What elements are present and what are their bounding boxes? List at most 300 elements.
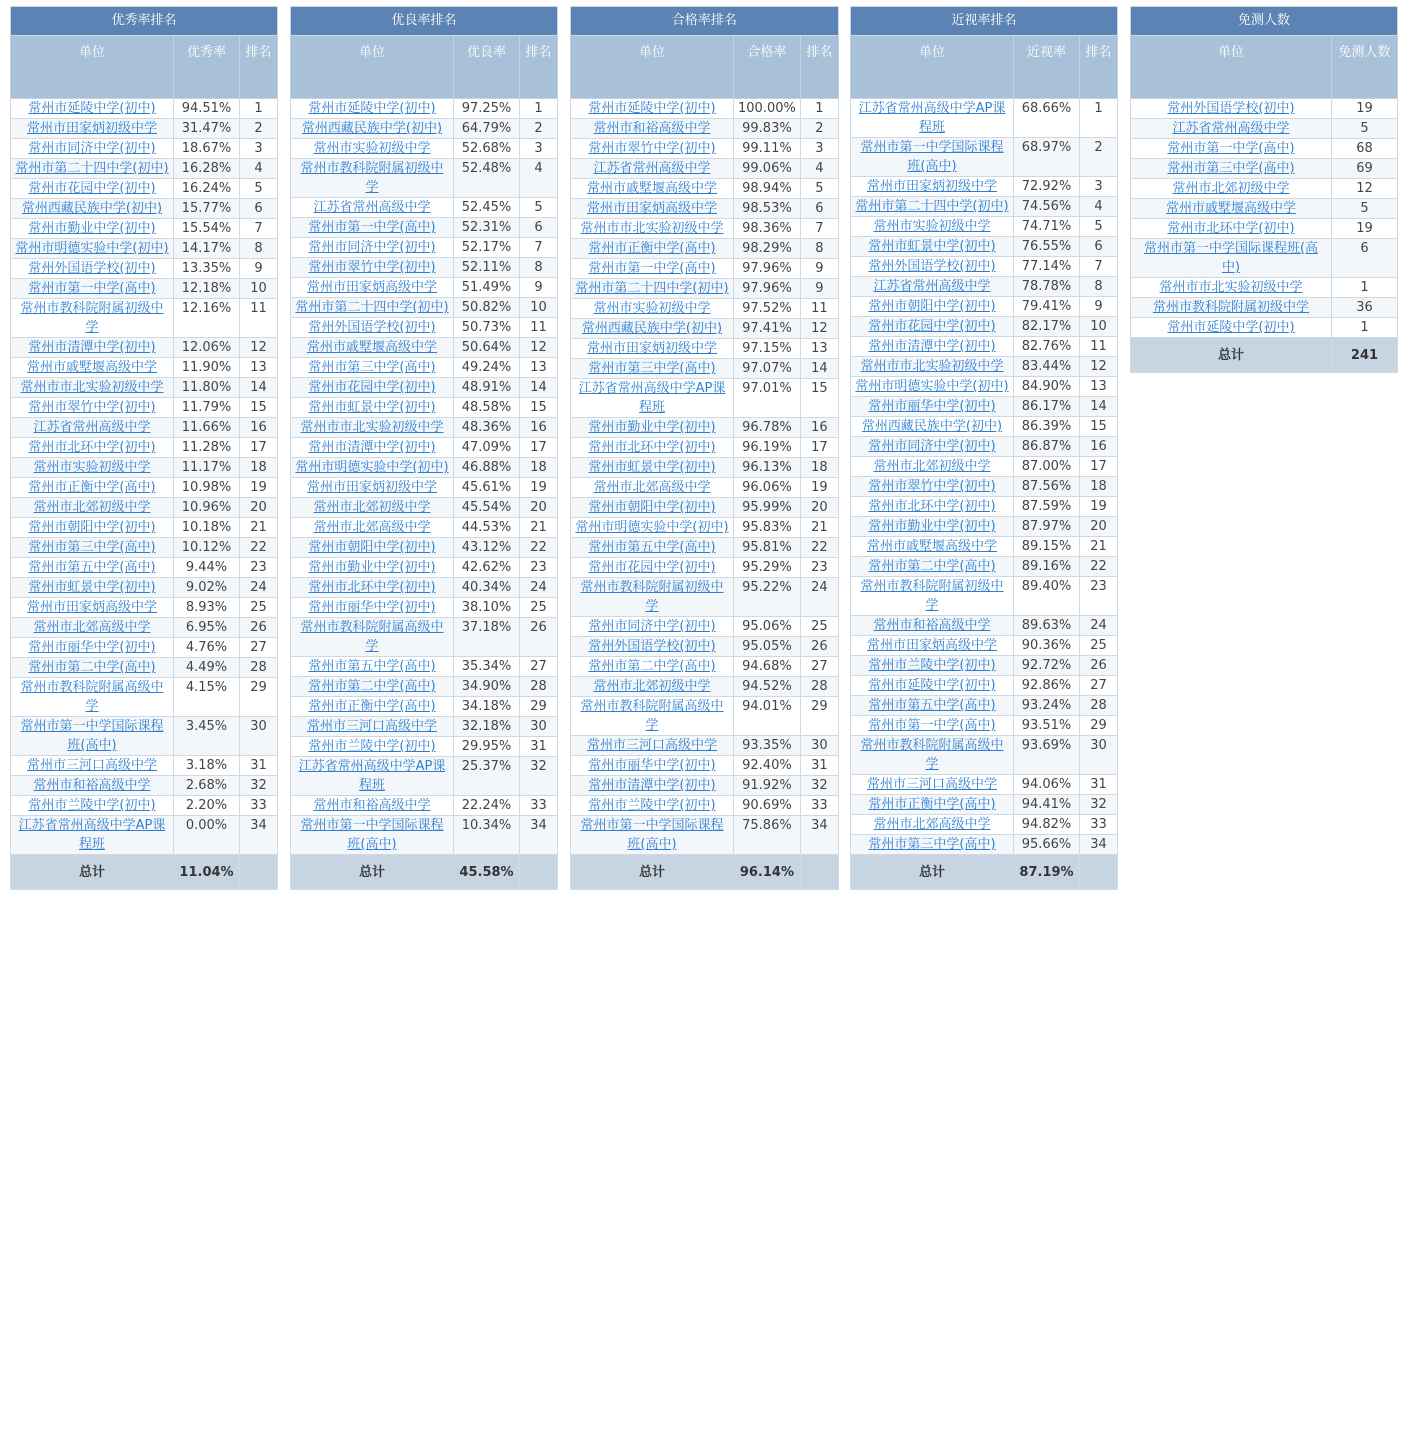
- unit-link[interactable]: 常州市延陵中学(初中): [28, 101, 156, 116]
- table-row: [1131, 298, 1398, 318]
- unit-link[interactable]: 常州市北郊高级中学: [33, 620, 151, 635]
- table-row: [851, 377, 1118, 397]
- column-header-unit: 单位: [11, 36, 174, 99]
- unit-link[interactable]: 常州市北郊初级中学: [873, 459, 991, 474]
- unit-link[interactable]: 常州市田家炳高级中学: [26, 600, 157, 615]
- rank-cell: 5: [520, 198, 558, 218]
- rate-cell: 94.51%: [174, 99, 240, 119]
- table-row: [851, 337, 1118, 357]
- rank-cell: 32: [240, 776, 278, 796]
- table-row: [11, 99, 278, 119]
- table-row: [571, 219, 839, 239]
- unit-link[interactable]: 常州市三河口高级中学: [306, 719, 437, 734]
- rate-cell: 29.95%: [454, 737, 520, 757]
- rate-cell: 99.83%: [734, 119, 801, 139]
- table-row: [571, 99, 839, 119]
- unit-link[interactable]: 常州市北郊初级中学: [1172, 181, 1290, 196]
- ranking-panel-myopia: [850, 6, 1118, 890]
- unit-link[interactable]: 常州市明德实验中学(初中): [575, 520, 729, 535]
- unit-link[interactable]: 常州市第三中学(高中): [1167, 161, 1295, 176]
- unit-link[interactable]: 常州市朝阳中学(初中): [308, 540, 436, 555]
- unit-link[interactable]: 常州市第二十四中学(初中): [575, 281, 729, 296]
- table-row: [291, 378, 558, 398]
- table-row: [11, 458, 278, 478]
- unit-cell: [851, 99, 1014, 138]
- unit-link[interactable]: 常州市第一中学国际课程班(高中): [860, 140, 1004, 174]
- rate-cell: 34.90%: [454, 677, 520, 697]
- rank-cell: 25: [520, 598, 558, 618]
- unit-cell: [1131, 199, 1332, 219]
- rank-cell: 9: [800, 259, 838, 279]
- unit-link[interactable]: 江苏省常州高级中学: [593, 161, 711, 176]
- rank-cell: 1: [800, 99, 838, 119]
- unit-link[interactable]: 常州市北环中学(初中): [308, 580, 436, 595]
- unit-cell: [11, 776, 174, 796]
- unit-link[interactable]: 常州市翠竹中学(初中): [588, 141, 716, 156]
- unit-link[interactable]: 常州市戚墅堰高级中学: [866, 539, 997, 554]
- rank-cell: 11: [240, 299, 278, 338]
- unit-link[interactable]: 常州市清潭中学(初中): [868, 339, 996, 354]
- unit-link[interactable]: 常州市丽华中学(初中): [868, 399, 996, 414]
- unit-link[interactable]: 常州市花园中学(初中): [28, 181, 156, 196]
- table-row: [851, 217, 1118, 237]
- unit-link[interactable]: 常州市延陵中学(初中): [308, 101, 436, 116]
- unit-cell: [11, 199, 174, 219]
- unit-link[interactable]: 常州市北环中学(初中): [868, 499, 996, 514]
- unit-link[interactable]: 常州市同济中学(初中): [28, 141, 156, 156]
- unit-link[interactable]: 常州市教科院附属高级中学: [580, 699, 724, 733]
- table-row: [291, 238, 558, 258]
- unit-link[interactable]: 常州市第二中学(高中): [868, 559, 996, 574]
- unit-link[interactable]: 常州市勤业中学(初中): [308, 560, 436, 575]
- unit-cell: [291, 518, 454, 538]
- rate-cell: 38.10%: [454, 598, 520, 618]
- rank-cell: 13: [240, 358, 278, 378]
- rate-cell: 11.80%: [174, 378, 240, 398]
- table-row: [11, 558, 278, 578]
- unit-link[interactable]: 常州市实验初级中学: [313, 141, 431, 156]
- unit-link[interactable]: 常州市北环中学(初中): [28, 440, 156, 455]
- table-row: [11, 816, 278, 855]
- table-row: [571, 119, 839, 139]
- unit-cell: [851, 257, 1014, 277]
- rate-cell: 12.18%: [174, 279, 240, 299]
- unit-link[interactable]: 常州市第一中学国际课程班(高中): [580, 818, 724, 852]
- rate-cell: 97.25%: [454, 99, 520, 119]
- rate-cell: 95.66%: [1014, 835, 1080, 855]
- rate-cell: 89.15%: [1014, 537, 1080, 557]
- rank-cell: 26: [240, 618, 278, 638]
- table-row: [851, 676, 1118, 696]
- unit-cell: [11, 678, 174, 717]
- unit-cell: [11, 618, 174, 638]
- unit-cell: [571, 99, 734, 119]
- unit-link[interactable]: 常州外国语学校(初中): [868, 259, 996, 274]
- unit-link[interactable]: 常州市戚墅堰高级中学: [1165, 201, 1296, 216]
- table-row: [11, 658, 278, 678]
- unit-link[interactable]: 常州西藏民族中学(初中): [581, 321, 723, 336]
- unit-link[interactable]: 常州市翠竹中学(初中): [28, 400, 156, 415]
- unit-link[interactable]: 常州市实验初级中学: [593, 301, 711, 316]
- rank-cell: 20: [520, 498, 558, 518]
- unit-link[interactable]: 常州市第五中学(高中): [28, 560, 156, 575]
- unit-link[interactable]: 常州市正衡中学(高中): [588, 241, 716, 256]
- unit-link[interactable]: 常州市三河口高级中学: [586, 738, 717, 753]
- unit-cell: [11, 598, 174, 618]
- table-row: [851, 317, 1118, 337]
- rank-cell: 7: [240, 219, 278, 239]
- unit-link[interactable]: 常州市翠竹中学(初中): [868, 479, 996, 494]
- rate-cell: 4.49%: [174, 658, 240, 678]
- unit-link[interactable]: 常州市教科院附属高级中学: [300, 620, 444, 654]
- unit-link[interactable]: 常州市北郊高级中学: [593, 480, 711, 495]
- unit-link[interactable]: 常州市明德实验中学(初中): [295, 460, 449, 475]
- unit-link[interactable]: 常州市第一中学国际课程班(高中): [20, 719, 164, 753]
- unit-link[interactable]: 常州市清潭中学(初中): [308, 440, 436, 455]
- rate-cell: 82.17%: [1014, 317, 1080, 337]
- unit-link[interactable]: 江苏省常州高级中学: [313, 200, 431, 215]
- unit-cell: [11, 279, 174, 299]
- unit-link[interactable]: 常州市北郊初级中学: [593, 679, 711, 694]
- unit-cell: [291, 99, 454, 119]
- unit-link[interactable]: 常州市延陵中学(初中): [868, 678, 996, 693]
- unit-link[interactable]: 常州市和裕高级中学: [313, 798, 431, 813]
- unit-link[interactable]: 江苏省常州高级中学AP课程班: [18, 818, 166, 852]
- unit-link[interactable]: 常州市第一中学(高中): [1167, 141, 1295, 156]
- unit-link[interactable]: 常州外国语学校(初中): [308, 320, 436, 335]
- unit-link[interactable]: 常州市第二十四中学(初中): [295, 300, 449, 315]
- unit-link[interactable]: 常州市丽华中学(初中): [308, 600, 436, 615]
- rate-cell: 11.28%: [174, 438, 240, 458]
- unit-link[interactable]: 常州市第一中学(高中): [588, 261, 716, 276]
- unit-link[interactable]: 常州市田家炳初级中学: [586, 341, 717, 356]
- rank-cell: 28: [520, 677, 558, 697]
- table-row: [851, 417, 1118, 437]
- unit-link[interactable]: 常州市教科院附属初级中学: [860, 579, 1004, 613]
- unit-link[interactable]: 常州市第一中学(高中): [868, 718, 996, 733]
- unit-link[interactable]: 常州市朝阳中学(初中): [28, 520, 156, 535]
- unit-link[interactable]: 江苏省常州高级中学: [33, 420, 151, 435]
- unit-link[interactable]: 常州市田家炳初级中学: [866, 179, 997, 194]
- unit-link[interactable]: 常州市清潭中学(初中): [588, 778, 716, 793]
- unit-cell: [11, 558, 174, 578]
- unit-link[interactable]: 常州市和裕高级中学: [873, 618, 991, 633]
- unit-link[interactable]: 常州市教科院附属初级中学: [300, 161, 444, 195]
- unit-link[interactable]: 常州市第一中学(高中): [308, 220, 436, 235]
- table-row: [11, 358, 278, 378]
- unit-cell: [291, 398, 454, 418]
- unit-link[interactable]: 常州市第五中学(高中): [308, 659, 436, 674]
- unit-link[interactable]: 常州市和裕高级中学: [593, 121, 711, 136]
- rank-cell: 33: [520, 796, 558, 816]
- unit-link[interactable]: 常州市市北实验初级中学: [860, 359, 1004, 374]
- unit-link[interactable]: 常州市教科院附属初级中学: [1152, 300, 1309, 315]
- table-row: [571, 776, 839, 796]
- table-row: [851, 457, 1118, 477]
- unit-link[interactable]: 常州市第五中学(高中): [868, 698, 996, 713]
- count-cell: 36: [1332, 298, 1398, 318]
- unit-link[interactable]: 常州市第三中学(高中): [868, 837, 996, 852]
- unit-link[interactable]: 常州市戚墅堰高级中学: [586, 181, 717, 196]
- rate-cell: 6.95%: [174, 618, 240, 638]
- unit-link[interactable]: 常州市兰陵中学(初中): [868, 658, 996, 673]
- unit-link[interactable]: 常州市正衡中学(高中): [868, 797, 996, 812]
- unit-link[interactable]: 常州市第一中学(高中): [28, 281, 156, 296]
- unit-link[interactable]: 常州市教科院附属初级中学: [580, 580, 724, 614]
- rate-cell: 95.06%: [734, 617, 801, 637]
- ranking-table: [10, 6, 278, 890]
- unit-link[interactable]: 常州市北郊初级中学: [313, 500, 431, 515]
- table-row: [291, 418, 558, 438]
- unit-cell: [11, 239, 174, 259]
- unit-link[interactable]: 常州市第二十四中学(初中): [15, 161, 169, 176]
- unit-link[interactable]: 常州市第二中学(高中): [28, 660, 156, 675]
- unit-link[interactable]: 常州市虹景中学(初中): [588, 460, 716, 475]
- unit-link[interactable]: 常州市丽华中学(初中): [588, 758, 716, 773]
- unit-cell: [571, 816, 734, 855]
- rank-cell: 30: [240, 717, 278, 756]
- unit-link[interactable]: 常州市延陵中学(初中): [1167, 320, 1295, 335]
- unit-link[interactable]: 常州市虹景中学(初中): [308, 400, 436, 415]
- rate-cell: 52.68%: [454, 139, 520, 159]
- unit-cell: [851, 357, 1014, 377]
- unit-link[interactable]: 常州西藏民族中学(初中): [861, 419, 1003, 434]
- unit-link[interactable]: 常州外国语学校(初中): [588, 639, 716, 654]
- unit-link[interactable]: 常州外国语学校(初中): [28, 261, 156, 276]
- unit-link[interactable]: 江苏省常州高级中学AP课程班: [298, 759, 446, 793]
- unit-link[interactable]: 江苏省常州高级中学AP课程班: [578, 381, 726, 415]
- unit-link[interactable]: 常州市第二中学(高中): [308, 679, 436, 694]
- unit-link[interactable]: 常州市第二十四中学(初中): [855, 199, 1009, 214]
- table-row: [291, 139, 558, 159]
- unit-link[interactable]: 常州市虹景中学(初中): [28, 580, 156, 595]
- table-row: [851, 557, 1118, 577]
- table-row: [851, 257, 1118, 277]
- unit-link[interactable]: 常州市教科院附属高级中学: [20, 680, 164, 714]
- rank-cell: 27: [240, 638, 278, 658]
- unit-link[interactable]: 常州市北环中学(初中): [1167, 221, 1295, 236]
- total-label: 总计: [851, 855, 1014, 890]
- unit-link[interactable]: 常州市明德实验中学(初中): [855, 379, 1009, 394]
- table-row: [851, 138, 1118, 177]
- unit-link[interactable]: 常州市明德实验中学(初中): [15, 241, 169, 256]
- count-cell: 5: [1332, 119, 1398, 139]
- rank-cell: 9: [520, 278, 558, 298]
- rate-cell: 52.31%: [454, 218, 520, 238]
- unit-link[interactable]: 常州市田家炳初级中学: [306, 480, 437, 495]
- unit-link[interactable]: 常州市三河口高级中学: [866, 777, 997, 792]
- rank-cell: 16: [520, 418, 558, 438]
- unit-link[interactable]: 常州市兰陵中学(初中): [588, 798, 716, 813]
- rank-cell: 21: [800, 518, 838, 538]
- unit-link[interactable]: 常州市教科院附属初级中学: [20, 301, 164, 335]
- rank-cell: 17: [520, 438, 558, 458]
- unit-link[interactable]: 常州市花园中学(初中): [308, 380, 436, 395]
- table-row: [291, 278, 558, 298]
- table-row: [291, 298, 558, 318]
- unit-link[interactable]: 江苏省常州高级中学: [1172, 121, 1290, 136]
- table-row: [571, 299, 839, 319]
- rate-cell: 79.41%: [1014, 297, 1080, 317]
- table-row: [291, 697, 558, 717]
- rate-cell: 82.76%: [1014, 337, 1080, 357]
- unit-link[interactable]: 常州市北郊高级中学: [873, 817, 991, 832]
- unit-link[interactable]: 常州外国语学校(初中): [1167, 101, 1295, 116]
- table-row: [571, 498, 839, 518]
- unit-link[interactable]: 常州市正衡中学(高中): [308, 699, 436, 714]
- unit-link[interactable]: 常州市同济中学(初中): [868, 439, 996, 454]
- table-row: [291, 816, 558, 855]
- unit-link[interactable]: 常州市和裕高级中学: [33, 778, 151, 793]
- unit-link[interactable]: 常州市北环中学(初中): [588, 440, 716, 455]
- rank-cell: 28: [1080, 696, 1118, 716]
- unit-link[interactable]: 常州市市北实验初级中学: [580, 221, 724, 236]
- rate-cell: 34.18%: [454, 697, 520, 717]
- unit-cell: [291, 757, 454, 796]
- table-row: [851, 99, 1118, 138]
- unit-link[interactable]: 常州市田家炳高级中学: [586, 201, 717, 216]
- rate-cell: 96.13%: [734, 458, 801, 478]
- unit-link[interactable]: 常州市戚墅堰高级中学: [306, 340, 437, 355]
- unit-cell: [1131, 298, 1332, 318]
- unit-link[interactable]: 常州市第一中学国际课程班(高中): [1143, 241, 1319, 275]
- rank-cell: 34: [1080, 835, 1118, 855]
- rate-cell: 11.66%: [174, 418, 240, 438]
- unit-cell: [571, 438, 734, 458]
- unit-link[interactable]: 常州市第三中学(高中): [28, 540, 156, 555]
- table-row: [1131, 139, 1398, 159]
- unit-link[interactable]: 常州市三河口高级中学: [26, 758, 157, 773]
- rank-cell: 11: [1080, 337, 1118, 357]
- unit-cell: [851, 696, 1014, 716]
- rank-cell: 3: [1080, 177, 1118, 197]
- total-row: [851, 855, 1118, 890]
- unit-link[interactable]: 常州市北郊高级中学: [313, 520, 431, 535]
- unit-link[interactable]: 常州市第三中学(高中): [308, 360, 436, 375]
- unit-link[interactable]: 常州市同济中学(初中): [588, 619, 716, 634]
- unit-cell: [291, 618, 454, 657]
- rank-cell: 13: [520, 358, 558, 378]
- table-row: [291, 498, 558, 518]
- unit-link[interactable]: 常州西藏民族中学(初中): [301, 121, 443, 136]
- rate-cell: 48.91%: [454, 378, 520, 398]
- unit-link[interactable]: 常州市勤业中学(初中): [588, 420, 716, 435]
- unit-link[interactable]: 常州市兰陵中学(初中): [308, 739, 436, 754]
- unit-cell: [11, 119, 174, 139]
- unit-link[interactable]: 常州市兰陵中学(初中): [28, 798, 156, 813]
- table-row: [571, 677, 839, 697]
- table-row: [291, 458, 558, 478]
- table-row: [571, 657, 839, 677]
- unit-cell: [291, 438, 454, 458]
- rank-cell: 22: [520, 538, 558, 558]
- unit-link[interactable]: 常州市正衡中学(高中): [28, 480, 156, 495]
- table-row: [291, 398, 558, 418]
- unit-link[interactable]: 常州市教科院附属高级中学: [860, 738, 1004, 772]
- rank-cell: 2: [520, 119, 558, 139]
- unit-cell: [291, 737, 454, 757]
- unit-link[interactable]: 常州市实验初级中学: [33, 460, 151, 475]
- unit-link[interactable]: 常州市花园中学(初中): [868, 319, 996, 334]
- unit-link[interactable]: 常州市市北实验初级中学: [300, 420, 444, 435]
- unit-link[interactable]: 江苏省常州高级中学AP课程班: [858, 101, 1006, 135]
- rate-cell: 93.69%: [1014, 736, 1080, 775]
- unit-link[interactable]: 常州市延陵中学(初中): [588, 101, 716, 116]
- unit-cell: [11, 259, 174, 279]
- unit-link[interactable]: 常州市北郊初级中学: [33, 500, 151, 515]
- rate-cell: 97.52%: [734, 299, 801, 319]
- unit-cell: [11, 756, 174, 776]
- unit-link[interactable]: 常州市第一中学国际课程班(高中): [300, 818, 444, 852]
- table-row: [11, 717, 278, 756]
- rank-cell: 8: [800, 239, 838, 259]
- rank-cell: 34: [240, 816, 278, 855]
- rank-cell: 24: [1080, 616, 1118, 636]
- rate-cell: 42.62%: [454, 558, 520, 578]
- unit-link[interactable]: 常州市同济中学(初中): [308, 240, 436, 255]
- rate-cell: 98.36%: [734, 219, 801, 239]
- unit-link[interactable]: 常州市第五中学(高中): [588, 540, 716, 555]
- unit-link[interactable]: 江苏省常州高级中学: [873, 279, 991, 294]
- column-header-count: 免测人数: [1332, 36, 1398, 99]
- unit-link[interactable]: 常州市勤业中学(初中): [28, 221, 156, 236]
- unit-link[interactable]: 常州市市北实验初级中学: [1159, 280, 1303, 295]
- table-row: [571, 637, 839, 657]
- table-row: [11, 279, 278, 299]
- unit-link[interactable]: 常州市清潭中学(初中): [28, 340, 156, 355]
- unit-cell: [291, 657, 454, 677]
- unit-cell: [851, 197, 1014, 217]
- unit-cell: [571, 697, 734, 736]
- unit-cell: [571, 776, 734, 796]
- unit-cell: [11, 478, 174, 498]
- table-row: [571, 558, 839, 578]
- unit-link[interactable]: 常州市田家炳高级中学: [866, 638, 997, 653]
- unit-link[interactable]: 常州市花园中学(初中): [588, 560, 716, 575]
- unit-link[interactable]: 常州市翠竹中学(初中): [308, 260, 436, 275]
- rank-cell: 29: [240, 678, 278, 717]
- unit-link[interactable]: 常州市田家炳初级中学: [26, 121, 157, 136]
- rank-cell: 26: [800, 637, 838, 657]
- unit-cell: [571, 259, 734, 279]
- unit-link[interactable]: 常州市勤业中学(初中): [868, 519, 996, 534]
- unit-link[interactable]: 常州市丽华中学(初中): [28, 640, 156, 655]
- rank-cell: 8: [520, 258, 558, 278]
- unit-link[interactable]: 常州市田家炳高级中学: [306, 280, 437, 295]
- unit-link[interactable]: 常州市市北实验初级中学: [20, 380, 164, 395]
- count-cell: 1: [1332, 278, 1398, 298]
- rate-cell: 97.96%: [734, 279, 801, 299]
- unit-link[interactable]: 常州市朝阳中学(初中): [868, 299, 996, 314]
- rank-cell: 16: [800, 418, 838, 438]
- unit-cell: [851, 517, 1014, 537]
- unit-cell: [11, 99, 174, 119]
- table-row: [291, 657, 558, 677]
- total-row: [11, 855, 278, 890]
- table-row: [571, 379, 839, 418]
- unit-cell: [291, 278, 454, 298]
- unit-link[interactable]: 常州市戚墅堰高级中学: [26, 360, 157, 375]
- rank-cell: 19: [240, 478, 278, 498]
- unit-link[interactable]: 常州市虹景中学(初中): [868, 239, 996, 254]
- unit-link[interactable]: 常州市实验初级中学: [873, 219, 991, 234]
- unit-cell: [291, 578, 454, 598]
- rank-cell: 20: [240, 498, 278, 518]
- unit-link[interactable]: 常州市第二中学(高中): [588, 659, 716, 674]
- unit-link[interactable]: 常州市朝阳中学(初中): [588, 500, 716, 515]
- unit-link[interactable]: 常州西藏民族中学(初中): [21, 201, 163, 216]
- unit-link[interactable]: 常州市第三中学(高中): [588, 361, 716, 376]
